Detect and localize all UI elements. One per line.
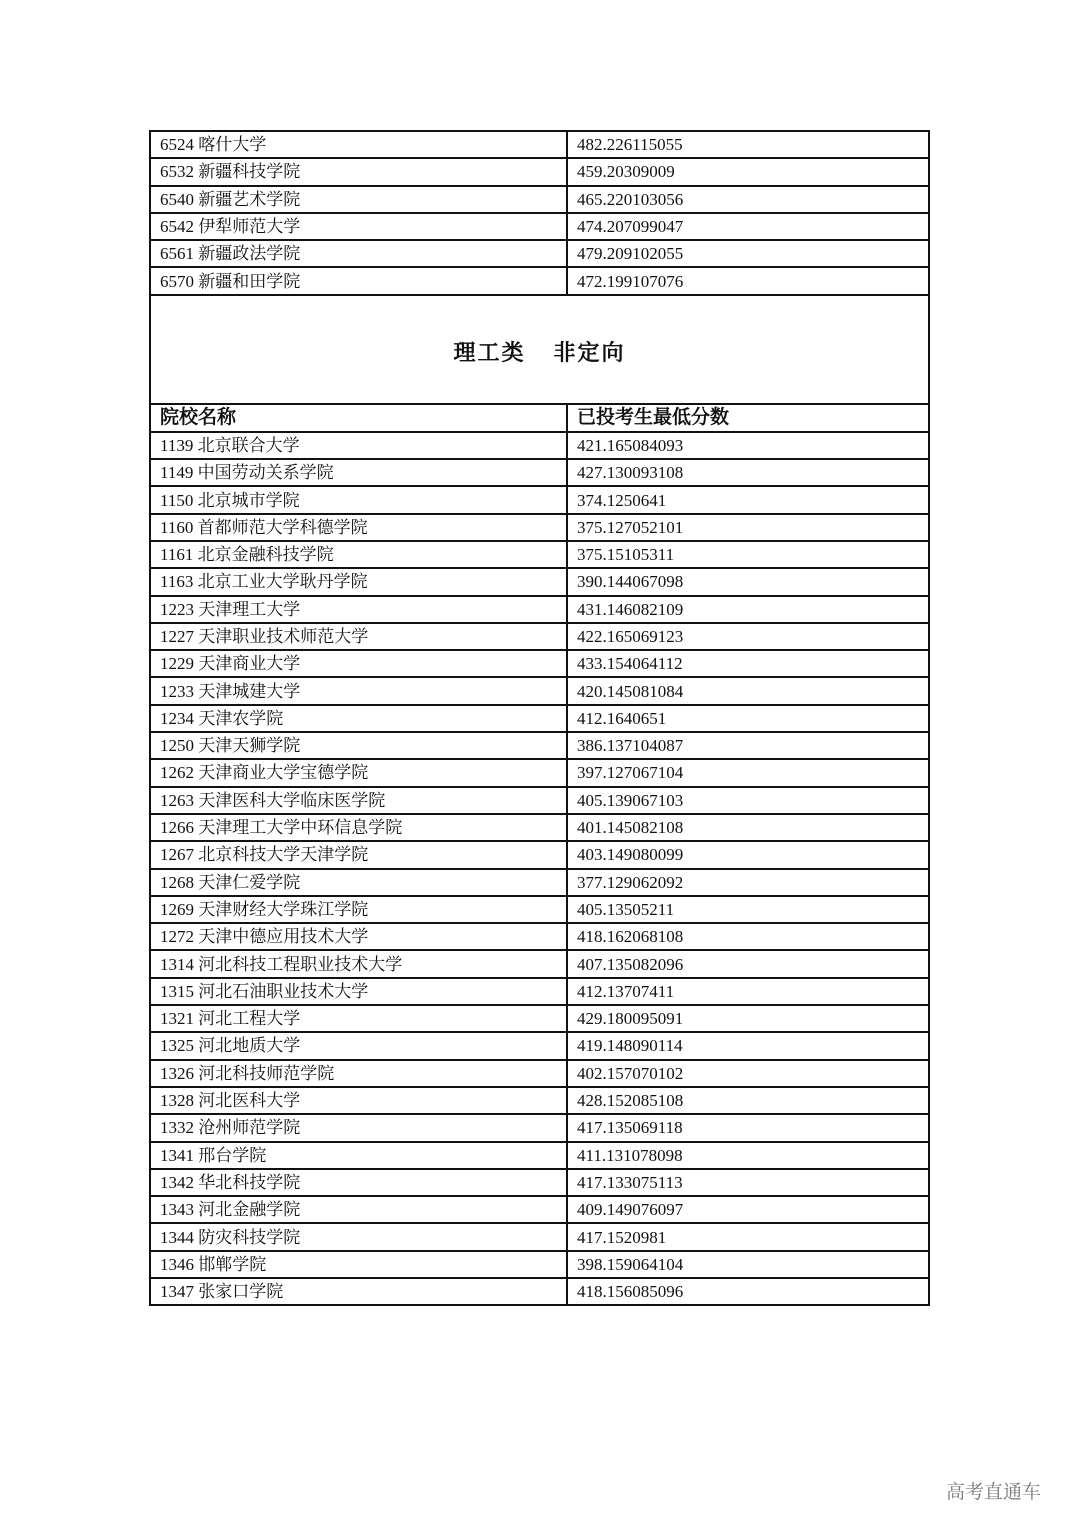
min-score-cell: 412.13707411: [567, 978, 929, 1005]
school-name-cell: 1139 北京联合大学: [150, 432, 567, 459]
table-row: [150, 841, 929, 868]
table-row: [150, 1060, 929, 1087]
min-score-cell: 375.15105311: [567, 541, 929, 568]
table-row: [150, 1032, 929, 1059]
school-name-cell: 1160 首都师范大学科德学院: [150, 514, 567, 541]
school-name-cell: 1325 河北地质大学: [150, 1032, 567, 1059]
school-name-cell: 1315 河北石油职业技术大学: [150, 978, 567, 1005]
table-row: [150, 596, 929, 623]
min-score-cell: 431.146082109: [567, 596, 929, 623]
min-score-cell: 417.1520981: [567, 1223, 929, 1250]
min-score-cell: 412.1640651: [567, 705, 929, 732]
score-table: [149, 130, 930, 1306]
table-row: [150, 732, 929, 759]
school-name-cell: 1314 河北科技工程职业技术大学: [150, 950, 567, 977]
school-name-cell: 1328 河北医科大学: [150, 1087, 567, 1114]
table-row: [150, 1196, 929, 1223]
section-rows: [150, 432, 929, 1306]
min-score-cell: 405.13505211: [567, 896, 929, 923]
table-row: [150, 240, 929, 267]
min-score-cell: 474.207099047: [567, 213, 929, 240]
table-row: [150, 459, 929, 486]
min-score-cell: 403.149080099: [567, 841, 929, 868]
table-row: [150, 1169, 929, 1196]
school-name-cell: 1321 河北工程大学: [150, 1005, 567, 1032]
min-score-cell: 418.162068108: [567, 923, 929, 950]
min-score-cell: 386.137104087: [567, 732, 929, 759]
section-category: 理工类: [453, 339, 526, 366]
school-name-cell: 1161 北京金融科技学院: [150, 541, 567, 568]
school-name-cell: 1342 华北科技学院: [150, 1169, 567, 1196]
table-row: [150, 131, 929, 158]
min-score-cell: 422.165069123: [567, 623, 929, 650]
school-name-cell: 6570 新疆和田学院: [150, 267, 567, 294]
min-score-cell: 405.139067103: [567, 787, 929, 814]
school-name-cell: 1150 北京城市学院: [150, 486, 567, 513]
table-row: [150, 650, 929, 677]
table-row: [150, 759, 929, 786]
table-row: [150, 213, 929, 240]
table-row: [150, 1005, 929, 1032]
min-score-cell: 433.154064112: [567, 650, 929, 677]
table-row: [150, 1114, 929, 1141]
table-row: [150, 186, 929, 213]
table-row: [150, 787, 929, 814]
school-name-cell: 6542 伊犁师范大学: [150, 213, 567, 240]
min-score-cell: 482.226115055: [567, 131, 929, 158]
table-row: [150, 1087, 929, 1114]
min-score-cell: 418.156085096: [567, 1278, 929, 1305]
min-score-cell: 472.199107076: [567, 267, 929, 294]
school-name-cell: 1269 天津财经大学珠江学院: [150, 896, 567, 923]
min-score-cell: 411.131078098: [567, 1142, 929, 1169]
school-name-cell: 1234 天津农学院: [150, 705, 567, 732]
table-row: [150, 514, 929, 541]
school-name-cell: 1263 天津医科大学临床医学院: [150, 787, 567, 814]
table-row: [150, 705, 929, 732]
school-name-cell: 1250 天津天狮学院: [150, 732, 567, 759]
school-name-cell: 1266 天津理工大学中环信息学院: [150, 814, 567, 841]
table-row: [150, 1142, 929, 1169]
table-row: [150, 623, 929, 650]
school-name-cell: 1344 防灾科技学院: [150, 1223, 567, 1250]
school-name-cell: 6524 喀什大学: [150, 131, 567, 158]
min-score-cell: 428.152085108: [567, 1087, 929, 1114]
watermark: 高考直通车: [946, 1481, 1042, 1503]
school-name-cell: 1341 邢台学院: [150, 1142, 567, 1169]
min-score-cell: 417.135069118: [567, 1114, 929, 1141]
school-name-cell: 1268 天津仁爱学院: [150, 869, 567, 896]
school-name-cell: 1343 河北金融学院: [150, 1196, 567, 1223]
min-score-cell: 407.135082096: [567, 950, 929, 977]
school-name-cell: 1223 天津理工大学: [150, 596, 567, 623]
school-name-cell: 1347 张家口学院: [150, 1278, 567, 1305]
section-title-row: [150, 295, 929, 404]
previous-section-rows: [150, 131, 929, 295]
school-name-cell: 1346 邯郸学院: [150, 1251, 567, 1278]
table-row: [150, 1251, 929, 1278]
min-score-cell: 459.20309009: [567, 158, 929, 185]
min-score-cell: 429.180095091: [567, 1005, 929, 1032]
table-row: [150, 923, 929, 950]
table-row: [150, 950, 929, 977]
section-type: 非定向: [553, 339, 626, 366]
min-score-cell: 421.165084093: [567, 432, 929, 459]
min-score-cell: 420.145081084: [567, 677, 929, 704]
table-header-row: [150, 404, 929, 432]
table-row: [150, 869, 929, 896]
min-score-cell: 374.1250641: [567, 486, 929, 513]
school-name-cell: 1262 天津商业大学宝德学院: [150, 759, 567, 786]
table-row: [150, 1223, 929, 1250]
school-name-cell: 6532 新疆科技学院: [150, 158, 567, 185]
header-min-score: 已投考生最低分数: [567, 404, 929, 432]
min-score-cell: 401.145082108: [567, 814, 929, 841]
school-name-cell: 1326 河北科技师范学院: [150, 1060, 567, 1087]
school-name-cell: 1227 天津职业技术师范大学: [150, 623, 567, 650]
min-score-cell: 409.149076097: [567, 1196, 929, 1223]
min-score-cell: 397.127067104: [567, 759, 929, 786]
table-row: [150, 486, 929, 513]
section-title: [150, 295, 929, 404]
min-score-cell: 479.209102055: [567, 240, 929, 267]
min-score-cell: 417.133075113: [567, 1169, 929, 1196]
min-score-cell: 375.127052101: [567, 514, 929, 541]
school-name-cell: 1267 北京科技大学天津学院: [150, 841, 567, 868]
school-name-cell: 1163 北京工业大学耿丹学院: [150, 568, 567, 595]
school-name-cell: 6540 新疆艺术学院: [150, 186, 567, 213]
table-row: [150, 814, 929, 841]
header-school-name: 院校名称: [150, 404, 567, 432]
table-row: [150, 1278, 929, 1305]
table-row: [150, 267, 929, 294]
min-score-cell: 390.144067098: [567, 568, 929, 595]
school-name-cell: 1229 天津商业大学: [150, 650, 567, 677]
table-row: [150, 677, 929, 704]
table-row: [150, 541, 929, 568]
min-score-cell: 427.130093108: [567, 459, 929, 486]
school-name-cell: 6561 新疆政法学院: [150, 240, 567, 267]
school-name-cell: 1272 天津中德应用技术大学: [150, 923, 567, 950]
school-name-cell: 1332 沧州师范学院: [150, 1114, 567, 1141]
table-row: [150, 568, 929, 595]
table-row: [150, 896, 929, 923]
min-score-cell: 398.159064104: [567, 1251, 929, 1278]
school-name-cell: 1149 中国劳动关系学院: [150, 459, 567, 486]
min-score-cell: 419.148090114: [567, 1032, 929, 1059]
min-score-cell: 402.157070102: [567, 1060, 929, 1087]
table-row: [150, 978, 929, 1005]
table-row: [150, 432, 929, 459]
min-score-cell: 465.220103056: [567, 186, 929, 213]
table-row: [150, 158, 929, 185]
min-score-cell: 377.129062092: [567, 869, 929, 896]
school-name-cell: 1233 天津城建大学: [150, 677, 567, 704]
